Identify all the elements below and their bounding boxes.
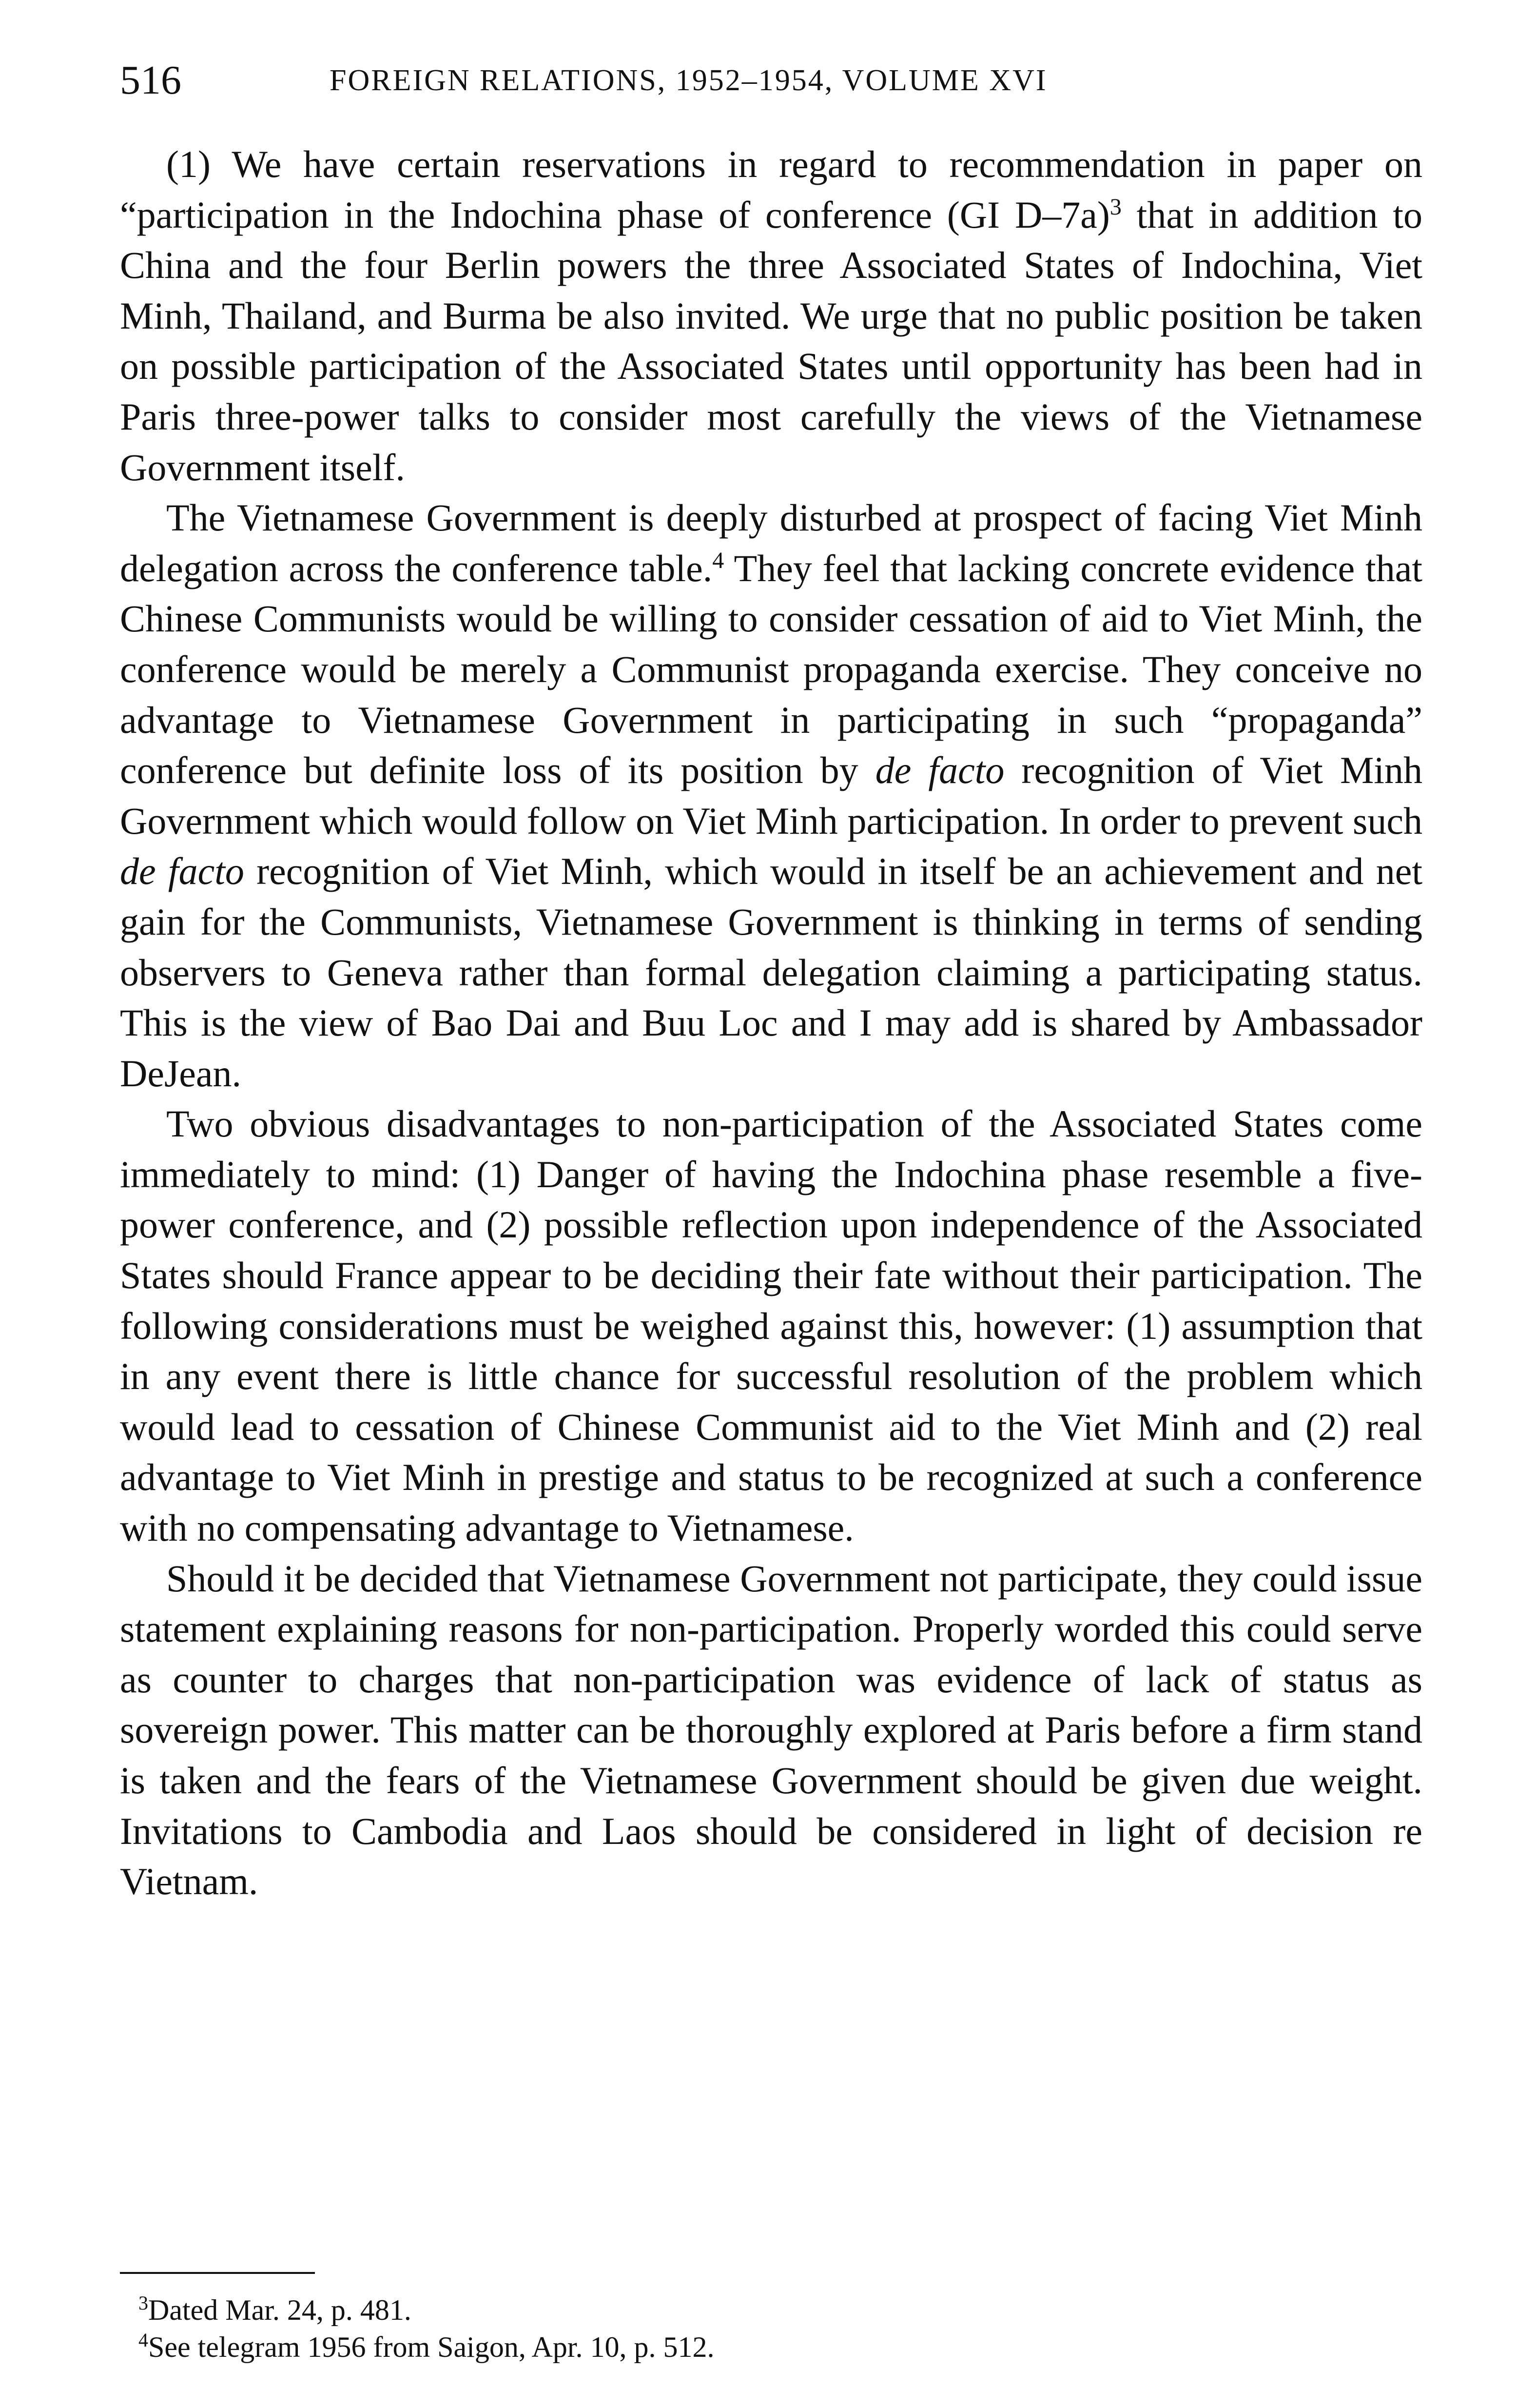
footnote-ref-4: 4: [712, 547, 724, 573]
paragraph-4: Should it be decided that Vietnamese Government not participate, they could issue statement explaining reasons for non-participation. Properly worded this could serve as counter to charges that non-participation was evidence of lack of status as sovereign power. This matter can be thoroughly explored at Paris before a firm stand is taken and the fears of the Vietnamese Government should be given due weight. Invitations to Cambodia and Laos should be considered in light of decision re Vietnam.: [120, 1557, 1422, 1903]
italic-term: de facto: [875, 749, 1005, 792]
paragraph-2: [120, 492, 1422, 1098]
paragraph-1-text-b: that in addition to China and the four Berlin powers the three Associated States of Indochina, Viet Minh, Thailand, and Burma be also invited. We urge that no public position be taken on possible participation of the Associated States until opportunity has been had in Paris three-power talks to consider most carefully the views of the Vietnamese Government itself.: [120, 193, 1423, 489]
footnote-text: See telegram 1956 from Saigon, Apr. 10, p. 512.: [148, 2331, 715, 2363]
paragraph-3: Two obvious disadvantages to non-participation of the Associated States come immediately to mind: (1) Danger of having the Indochina phase resemble a five-power conference, and (2) possible reflection upon independence of the Associated States should France appear to be deciding their fate without their participation. The following considerations must be weighed against this, however: (1) assumption that in any event there is little chance for successful resolution of the problem which would lead to cessation of Chinese Communist aid to the Viet Minh and (2) real advantage to Viet Minh in prestige and status to be recognized at such a conference with no compensating advantage to Vietnamese.: [120, 1102, 1422, 1549]
footnote-text: Dated Mar. 24, p. 481.: [148, 2294, 411, 2326]
paragraph-2-text-c: recognition of Viet Minh Government which would follow on Viet Minh participation. In order to prevent such: [120, 749, 1422, 842]
page-header: [120, 54, 1436, 107]
italic-term: de facto: [120, 850, 244, 893]
paragraph-2-text-a: The Vietnamese Government is deeply disturbed at prospect of facing Viet Minh delegation across the conference table.: [120, 496, 1422, 589]
paragraph-2-text-b: They feel that lacking concrete evidence that Chinese Communists would be willing to consider cessation of aid to Viet Minh, the conference would be merely a Communist propaganda exercise. They conceive no advantage to Vietnamese Government in participating in such “propaganda” conference but definite loss of its position by: [120, 547, 1422, 792]
paragraph-2-text-d: recognition of Viet Minh, which would in itself be an achievement and net gain for the Communists, Vietnamese Government is thinking in terms of sending observers to Geneva rather than formal delegation claiming a participating status. This is the view of Bao Dai and Buu Loc and I may add is shared by Ambassador DeJean.: [120, 850, 1422, 1095]
footnote-3: [128, 2291, 1395, 2329]
footnote-ref-3: 3: [1109, 194, 1122, 220]
footnote-divider: [120, 2272, 315, 2274]
body-text: [120, 139, 1422, 1907]
paragraph-1: [120, 139, 1422, 492]
paragraph-1-text-a: (1) We have certain reservations in regard to recommendation in paper on “participation in the Indochina phase of conference (GI D–7a): [120, 143, 1422, 236]
running-title: FOREIGN RELATIONS, 1952–1954, VOLUME XVI: [330, 64, 1048, 97]
footnote-4: [128, 2329, 1395, 2366]
footnotes: [128, 2291, 1395, 2366]
footnote-marker: 3: [138, 2292, 148, 2314]
footnote-marker: 4: [138, 2329, 148, 2351]
page-number: 516: [120, 58, 181, 103]
